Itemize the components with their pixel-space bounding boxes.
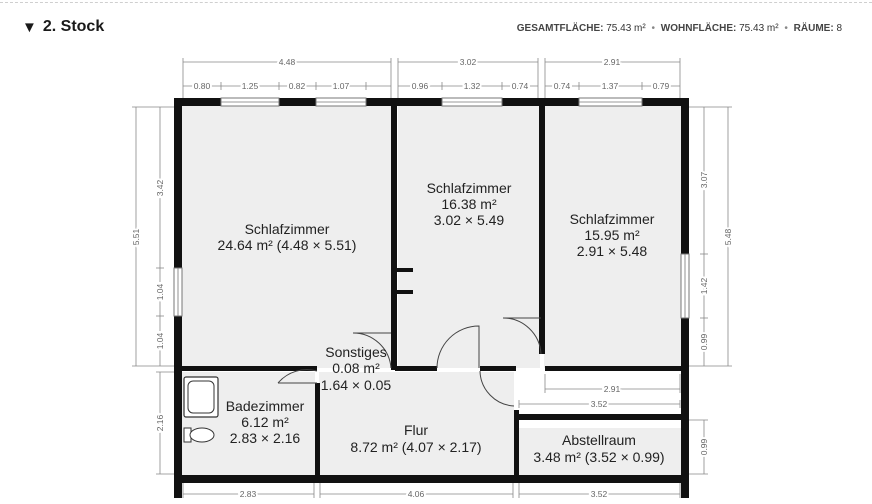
wall-bottom (174, 475, 689, 483)
room-label-bedroom-3-name: Schlafzimmer (569, 211, 655, 227)
dim-bedroom-3-bottom: 2.91 (603, 384, 621, 394)
summary-separator: • (784, 23, 788, 34)
dim-seg: 0.82 (288, 81, 306, 91)
wall-stub-lower (397, 290, 413, 294)
dim-left-seg: 1.04 (155, 332, 165, 350)
room-label-bedroom-2-area: 16.38 m² (441, 196, 497, 212)
wall-bedroom-divider-1 (391, 104, 397, 370)
dim-seg: 0.74 (553, 81, 571, 91)
wall-hall-top-left (395, 366, 437, 371)
dim-seg: 1.37 (601, 81, 619, 91)
room-label-bathroom-area: 6.12 m² (241, 414, 289, 430)
living-area-label: WOHNFLÄCHE: (660, 23, 737, 34)
room-label-bedroom-1-area: 24.64 m² (4.48 × 5.51) (217, 237, 357, 253)
bathroom-fixtures (184, 377, 218, 442)
room-label-other-dims: 1.64 × 0.05 (320, 377, 392, 393)
dim-left-seg: 1.04 (155, 283, 165, 301)
summary-separator: • (651, 23, 655, 34)
wall-bedroom-divider-2 (539, 104, 545, 354)
dim-right-seg: 3.07 (699, 171, 709, 189)
total-area-label: GESAMTFLÄCHE: (516, 23, 604, 34)
room-label-bathroom-dims: 2.83 × 2.16 (229, 430, 301, 446)
room-label-hallway-area: 8.72 m² (4.07 × 2.17) (350, 439, 482, 455)
room-label-other-name: Sonstiges (325, 344, 387, 360)
dim-right-store: 0.99 (699, 438, 709, 456)
dim-left-overall: 5.51 (131, 228, 141, 246)
room-label-storage-name: Abstellraum (562, 432, 636, 448)
dim-storage-top: 3.52 (590, 399, 608, 409)
dim-seg: 0.79 (652, 81, 670, 91)
dim-top-2: 3.02 (459, 57, 477, 67)
dim-seg: 0.74 (511, 81, 529, 91)
room-label-bedroom-2-name: Schlafzimmer (426, 180, 512, 196)
dim-bottom-1: 2.83 (239, 489, 257, 499)
room-label-bedroom-1-name: Schlafzimmer (244, 221, 330, 237)
wall-hall-top-right (480, 366, 516, 371)
wall-stub-upper (397, 268, 413, 272)
total-area-value: 75.43 m² (606, 23, 646, 34)
dim-seg: 0.96 (411, 81, 429, 91)
rooms-count-value: 8 (836, 23, 842, 34)
dim-right-overall: 5.48 (723, 228, 733, 246)
dim-seg: 1.25 (241, 81, 259, 91)
room-label-bathroom-name: Badezimmer (225, 398, 305, 414)
toilet-bowl-icon (190, 428, 214, 442)
room-label-storage-area: 3.48 m² (3.52 × 0.99) (533, 449, 665, 465)
room-label-bedroom-2-dims: 3.02 × 5.49 (433, 212, 505, 228)
room-label-bedroom-3-dims: 2.91 × 5.48 (576, 243, 648, 259)
wall-bath-hall (315, 383, 320, 475)
dim-right-seg: 1.42 (699, 277, 709, 295)
living-area-value: 75.43 m² (739, 23, 779, 34)
room-label-hallway-name: Flur (403, 422, 429, 438)
dim-bottom-3: 3.52 (590, 489, 608, 499)
caret-down-icon[interactable]: ▼ (22, 18, 37, 36)
rooms-count-label: RÄUME: (793, 23, 834, 34)
wall-bath-top (180, 366, 317, 371)
dim-seg: 1.07 (332, 81, 350, 91)
dim-seg: 1.32 (463, 81, 481, 91)
wall-storage-top (514, 414, 683, 420)
dim-right-seg: 0.99 (699, 333, 709, 351)
dim-left-bath: 2.16 (155, 414, 165, 432)
dim-bottom-2: 4.06 (407, 489, 425, 499)
room-bedroom-2-fill[interactable] (398, 104, 540, 368)
dim-seg: 0.80 (193, 81, 211, 91)
dim-top-1: 4.48 (278, 57, 296, 67)
dim-left-seg: 3.42 (155, 179, 165, 197)
wall-bedroom-3-bottom (545, 366, 681, 371)
floor-title: 2. Stock (42, 18, 105, 35)
dim-top-3: 2.91 (603, 57, 621, 67)
room-label-other-area: 0.08 m² (332, 360, 380, 376)
room-label-bedroom-3-area: 15.95 m² (584, 227, 640, 243)
